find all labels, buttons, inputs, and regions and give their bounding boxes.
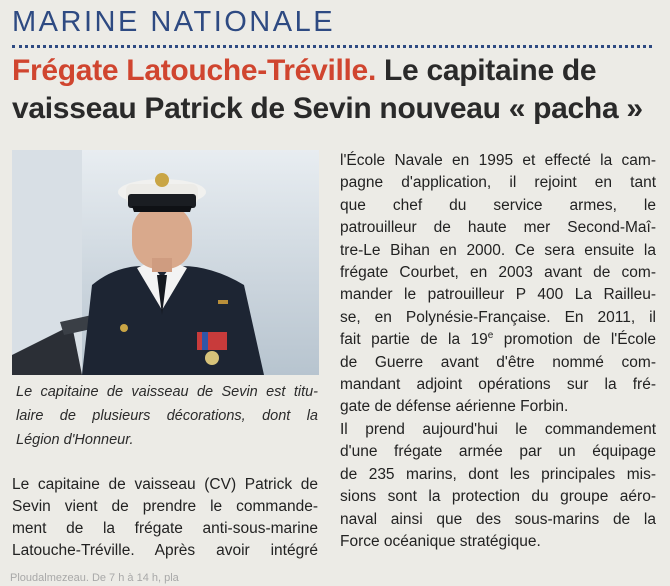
text-line: l'École Navale en 1995 et effecté la cam- <box>340 152 656 169</box>
headline <box>12 52 662 128</box>
headline-line-2: vaisseau Patrick de Sevin nouveau « pacha » <box>12 92 643 125</box>
text-line: sions sont la protection du groupe aéro- <box>340 488 656 506</box>
promo-sup: e <box>487 330 494 342</box>
article-column-1 <box>12 474 318 562</box>
section-title: MARINE NATIONALE <box>12 6 336 38</box>
text-line: Le capitaine de vaisseau (CV) Patrick de <box>12 476 318 493</box>
text-line: Latouche-Tréville. Après avoir intégré <box>12 542 318 559</box>
text-line: mandant adjoint opérations sur la fré- <box>340 376 656 394</box>
text-line: de Guerre avant d'être nommé com- <box>340 353 656 371</box>
text-line: se, en Polynésie-Française. En 2011, il <box>340 308 656 326</box>
promo-before: fait partie de la 19 <box>340 331 488 349</box>
text-line: Force océanique stratégique. <box>340 532 541 550</box>
section-divider <box>12 45 652 48</box>
bleed-through-text: Plouda​lmezeau. De 7 h à 14 h, pla <box>10 572 179 584</box>
text-line: que chef du service armes, le <box>340 196 656 214</box>
text-line: Il prend aujourd'hui le commandement <box>340 420 656 438</box>
text-line: d'une frégate armée par un équipage <box>340 443 656 461</box>
caption-line: laire de plusieurs décorations, dont la <box>16 408 318 424</box>
text-line: ment de la frégate anti-sous-marine <box>12 520 318 537</box>
headline-line-1: Le capitaine de <box>384 54 597 87</box>
text-line: pagne d'application, il rejoint en tant <box>340 174 656 192</box>
officer-portrait-image <box>12 150 319 375</box>
photo-caption <box>16 380 318 452</box>
text-line-promotion <box>340 329 656 351</box>
text-line: mander le patrouilleur P 400 La Railleu- <box>340 286 656 304</box>
text-line: patrouilleur de haute mer Second-Maî- <box>340 219 656 237</box>
text-line: gate de défense aérienne Forbin. <box>340 398 569 416</box>
officer-photo <box>12 150 319 375</box>
caption-line: Le capitaine de vaisseau de Sevin est titu- <box>16 384 318 400</box>
text-line: naval ainsi que des sous-marins de la <box>340 510 656 528</box>
text-line: tre-Le Bihan en 2000. Ce sera ensuite la <box>340 241 656 259</box>
text-line: de 235 marins, dont les principales mis- <box>340 465 656 483</box>
text-line: Sevin vient de prendre le commande- <box>12 498 318 515</box>
article-column-2 <box>340 150 656 553</box>
headline-kicker: Frégate Latouche-Tréville. <box>12 54 376 87</box>
caption-line: Légion d'Honneur. <box>16 432 134 448</box>
text-line: frégate Courbet, en 2003 avant de com- <box>340 264 656 282</box>
promo-after: promotion de l'École <box>493 331 656 349</box>
